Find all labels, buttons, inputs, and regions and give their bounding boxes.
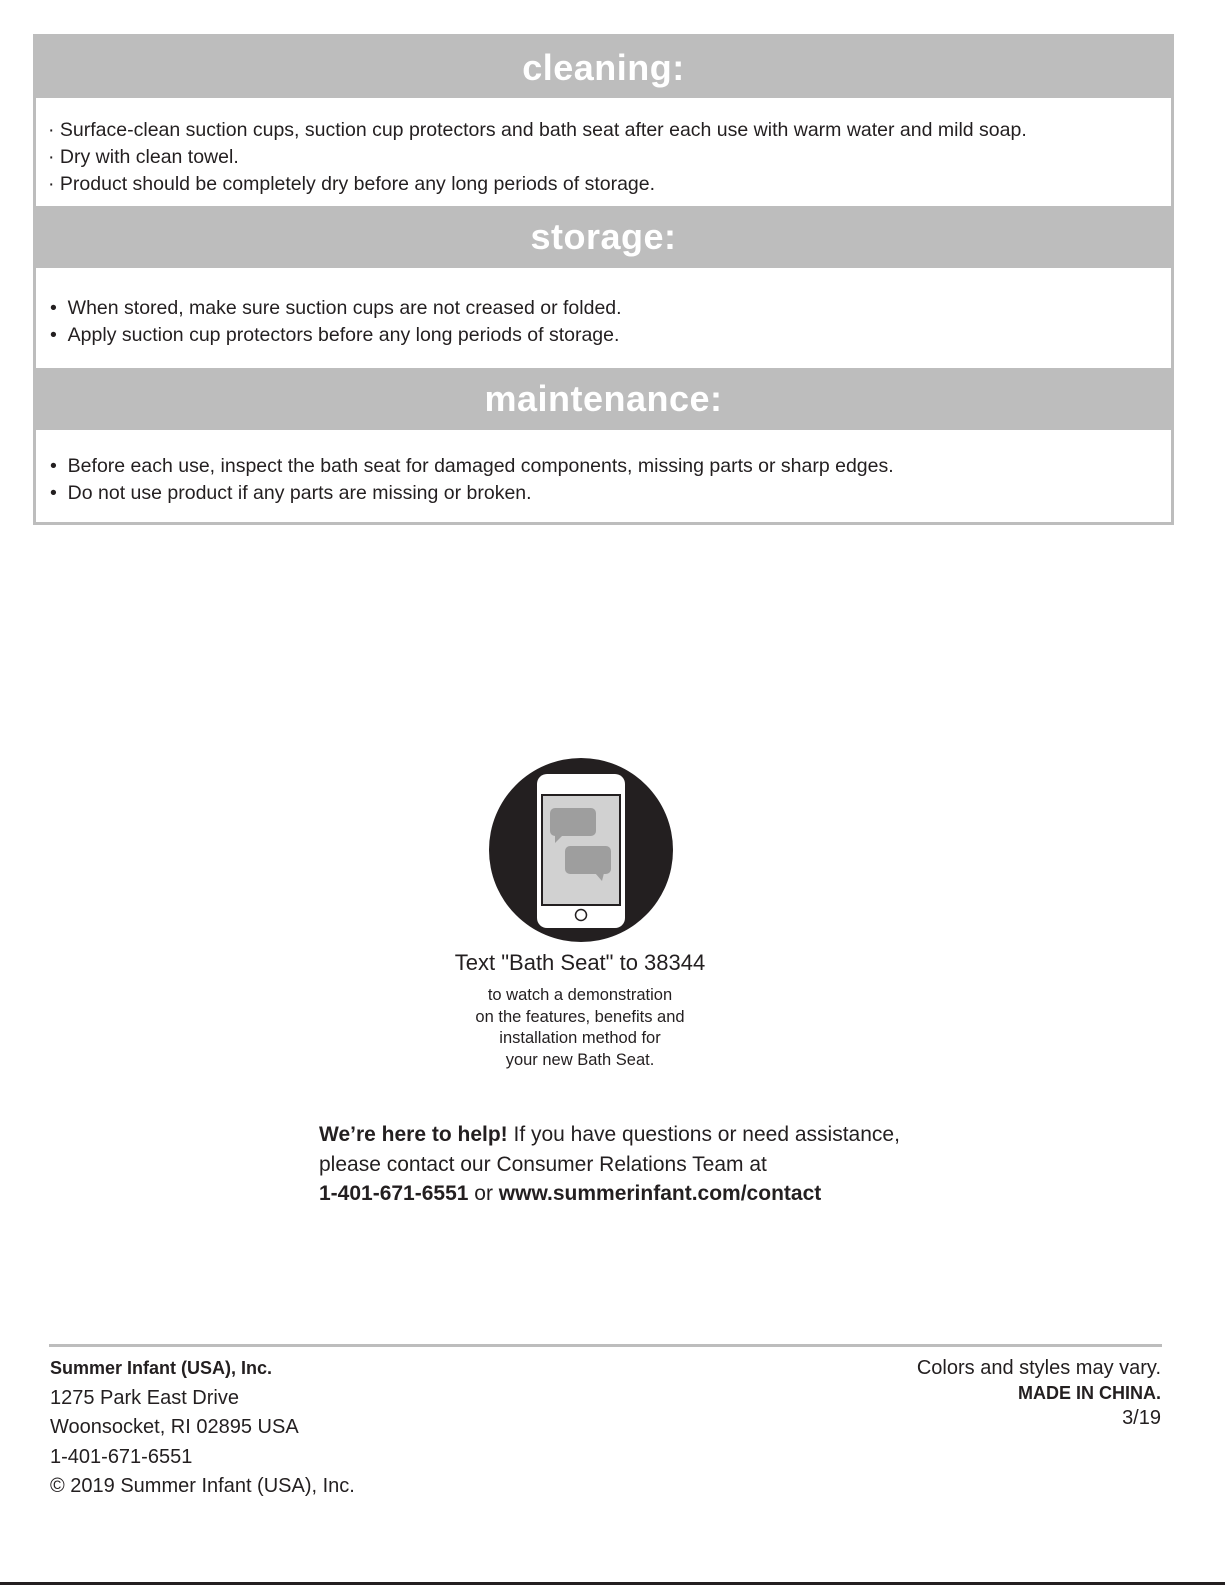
help-phone: 1-401-671-6551	[319, 1182, 469, 1205]
list-item: · Surface-clean suction cups, suction cup protectors and bath seat after each use with warm water and mild soap.	[48, 117, 1027, 144]
list-item: • Before each use, inspect the bath seat for damaged components, missing parts or sharp edges.	[50, 453, 894, 480]
help-contact-block: We’re here to help! If you have questions or need assistance, please contact our Consumer Relations Team at 1-401-671-6551 or www.summerinfant.com/contact	[319, 1123, 900, 1205]
smartphone-message-icon	[489, 758, 673, 942]
help-url: www.summerinfant.com/contact	[498, 1182, 822, 1205]
product-notes: Colors and styles may vary. MADE IN CHINA. 3/19	[916, 1357, 1161, 1429]
date-code: 3/19	[1122, 1407, 1161, 1429]
cleaning-header: cleaning:	[36, 37, 1171, 98]
sms-instruction-title: Text "Bath Seat" to 38344	[454, 950, 706, 975]
sms-description: to watch a demonstration on the features, benefits and installation method for your new Bath Seat.	[475, 986, 685, 1069]
company-name: Summer Infant (USA), Inc.	[50, 1358, 273, 1378]
list-item: · Dry with clean towel.	[48, 144, 1027, 171]
storage-list	[50, 295, 622, 349]
list-item: • Apply suction cup protectors before any long periods of storage.	[50, 322, 622, 349]
storage-header: storage:	[36, 206, 1171, 268]
cleaning-list	[48, 117, 1027, 198]
maintenance-list	[50, 453, 894, 507]
made-in-label: MADE IN CHINA.	[1018, 1383, 1161, 1403]
list-item: • When stored, make sure suction cups are not creased or folded.	[50, 295, 622, 322]
maintenance-header: maintenance:	[36, 368, 1171, 430]
care-instructions-box	[33, 34, 1174, 525]
help-lead: We’re here to help!	[319, 1123, 508, 1146]
list-item: • Do not use product if any parts are missing or broken.	[50, 480, 894, 507]
list-item: · Product should be completely dry before any long periods of storage.	[48, 171, 1027, 198]
copyright: © 2019 Summer Infant (USA), Inc.	[50, 1475, 355, 1497]
footer-divider	[49, 1344, 1162, 1347]
company-address: Summer Infant (USA), Inc. 1275 Park East Drive Woonsocket, RI 02895 USA 1-401-671-6551 © 2019 Summer Infant (USA), Inc.	[50, 1354, 355, 1502]
